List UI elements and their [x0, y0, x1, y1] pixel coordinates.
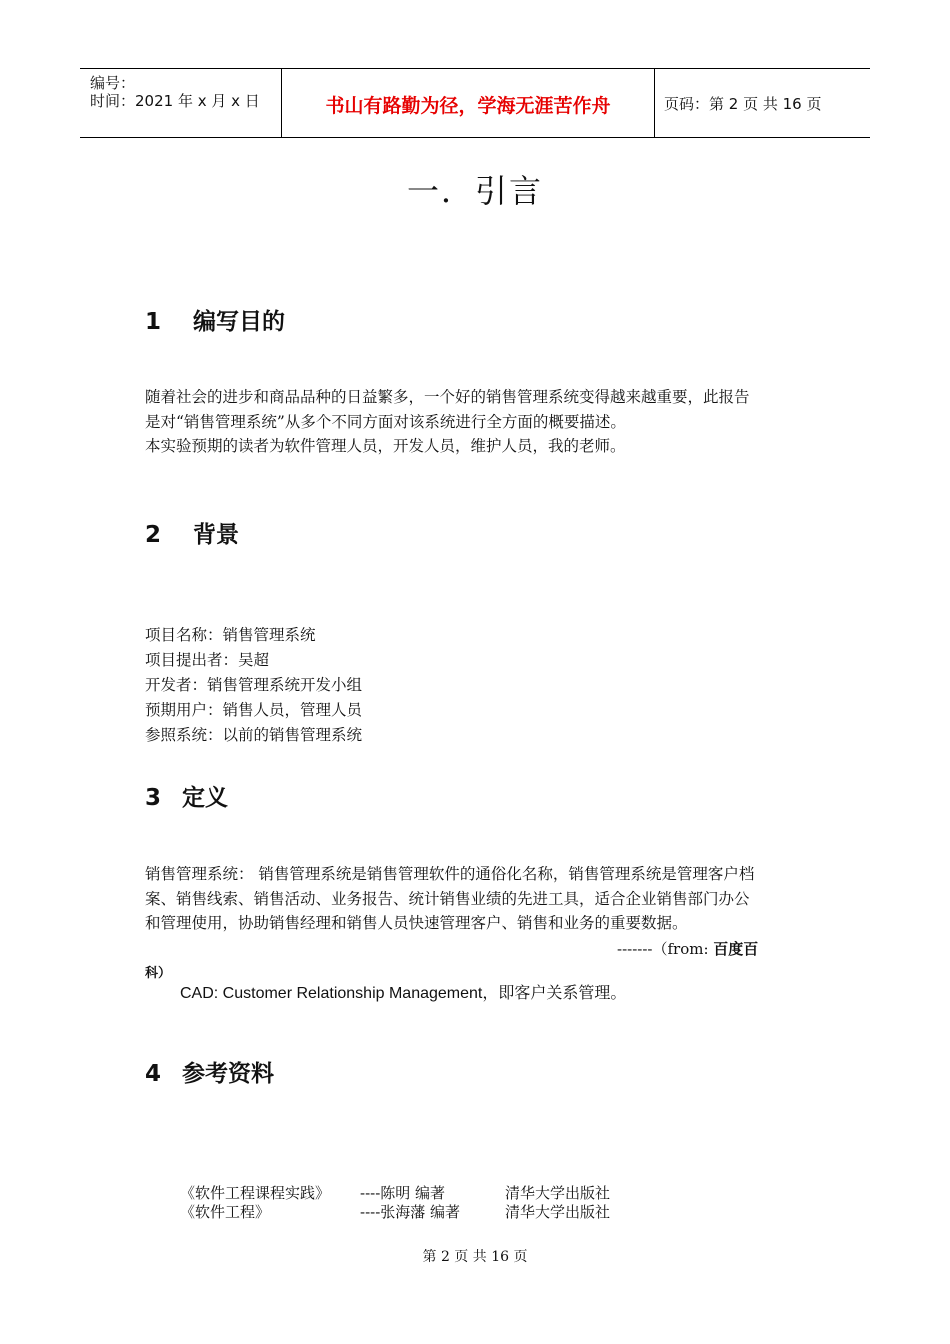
- background-item: 预期用户：销售人员，管理人员: [145, 701, 363, 719]
- section-heading-references: [145, 1055, 274, 1088]
- header-page-cell: [654, 69, 870, 137]
- header-meta-cell: [80, 69, 280, 137]
- reference-publisher: 清华大学出版社: [505, 1203, 611, 1221]
- motto: 书山有路勤为径，学海无涯苦作舟: [325, 95, 611, 117]
- reference-author: ----陈明 编著: [360, 1184, 446, 1202]
- section-heading-definition: [145, 779, 228, 812]
- section-title: 编写目的: [193, 309, 285, 335]
- reference-publisher: 清华大学出版社: [505, 1184, 611, 1202]
- background-item: 参照系统：以前的销售管理系统: [145, 726, 363, 744]
- section-number: 1: [145, 309, 162, 335]
- section-number: 4: [145, 1061, 162, 1087]
- section-title: 背景: [193, 522, 239, 548]
- purpose-line: 本实验预期的读者为软件管理人员，开发人员，维护人员，我的老师。: [145, 437, 626, 455]
- cad-definition: CAD: Customer Relationship Management，即客户关系管理。: [180, 985, 627, 1002]
- background-list: [145, 623, 815, 748]
- section-title: 参考资料: [182, 1061, 274, 1087]
- section-number: 2: [145, 522, 162, 548]
- background-item: 开发者：销售管理系统开发小组: [145, 676, 363, 694]
- definition-line: 和管理使用，协助销售经理和销售人员快速管理客户、销售和业务的重要数据。: [145, 914, 688, 932]
- definition-paragraph: [145, 862, 815, 936]
- page-footer: 第 2 页 共 16 页: [422, 1249, 528, 1265]
- definition-line: 案、销售线索、销售活动、业务报告、统计销售业绩的先进工具，适合企业销售部门办公: [145, 889, 750, 908]
- reference-title: 《软件工程》: [180, 1203, 271, 1221]
- source-tail: 科）: [145, 966, 172, 981]
- reference-title: 《软件工程课程实践》: [180, 1184, 331, 1202]
- section-heading-purpose: [145, 303, 285, 336]
- definition-line: 销售管理系统： 销售管理系统是销售管理软件的通俗化名称，销售管理系统是管理客户档: [145, 865, 755, 883]
- number-label: 编号：: [90, 74, 136, 92]
- section-number: 3: [145, 785, 162, 811]
- purpose-paragraph: [145, 385, 815, 459]
- reference-author: ----张海藩 编著: [360, 1203, 461, 1221]
- chapter-title: 一．引言: [406, 172, 543, 210]
- page-header: [80, 68, 870, 138]
- purpose-line: 是对“销售管理系统”从多个不同方面对该系统进行全方面的概要描述。: [145, 412, 626, 431]
- background-item: 项目名称：销售管理系统: [145, 626, 316, 644]
- section-title: 定义: [182, 785, 228, 811]
- source-prefix: -------（from:: [617, 940, 709, 958]
- header-motto-cell: [281, 69, 655, 137]
- section-heading-background: [145, 516, 239, 549]
- source-name: 百度百: [713, 940, 759, 958]
- background-item: 项目提出者：吴超: [145, 651, 270, 669]
- page-info: 页码：第 2 页 共 16 页: [664, 95, 822, 113]
- purpose-line: 随着社会的进步和商品品种的日益繁多，一个好的销售管理系统变得越来越重要，此报告: [145, 388, 750, 406]
- definition-source: [617, 938, 758, 959]
- time-label: 时间：2021 年 x 月 x 日: [90, 92, 260, 110]
